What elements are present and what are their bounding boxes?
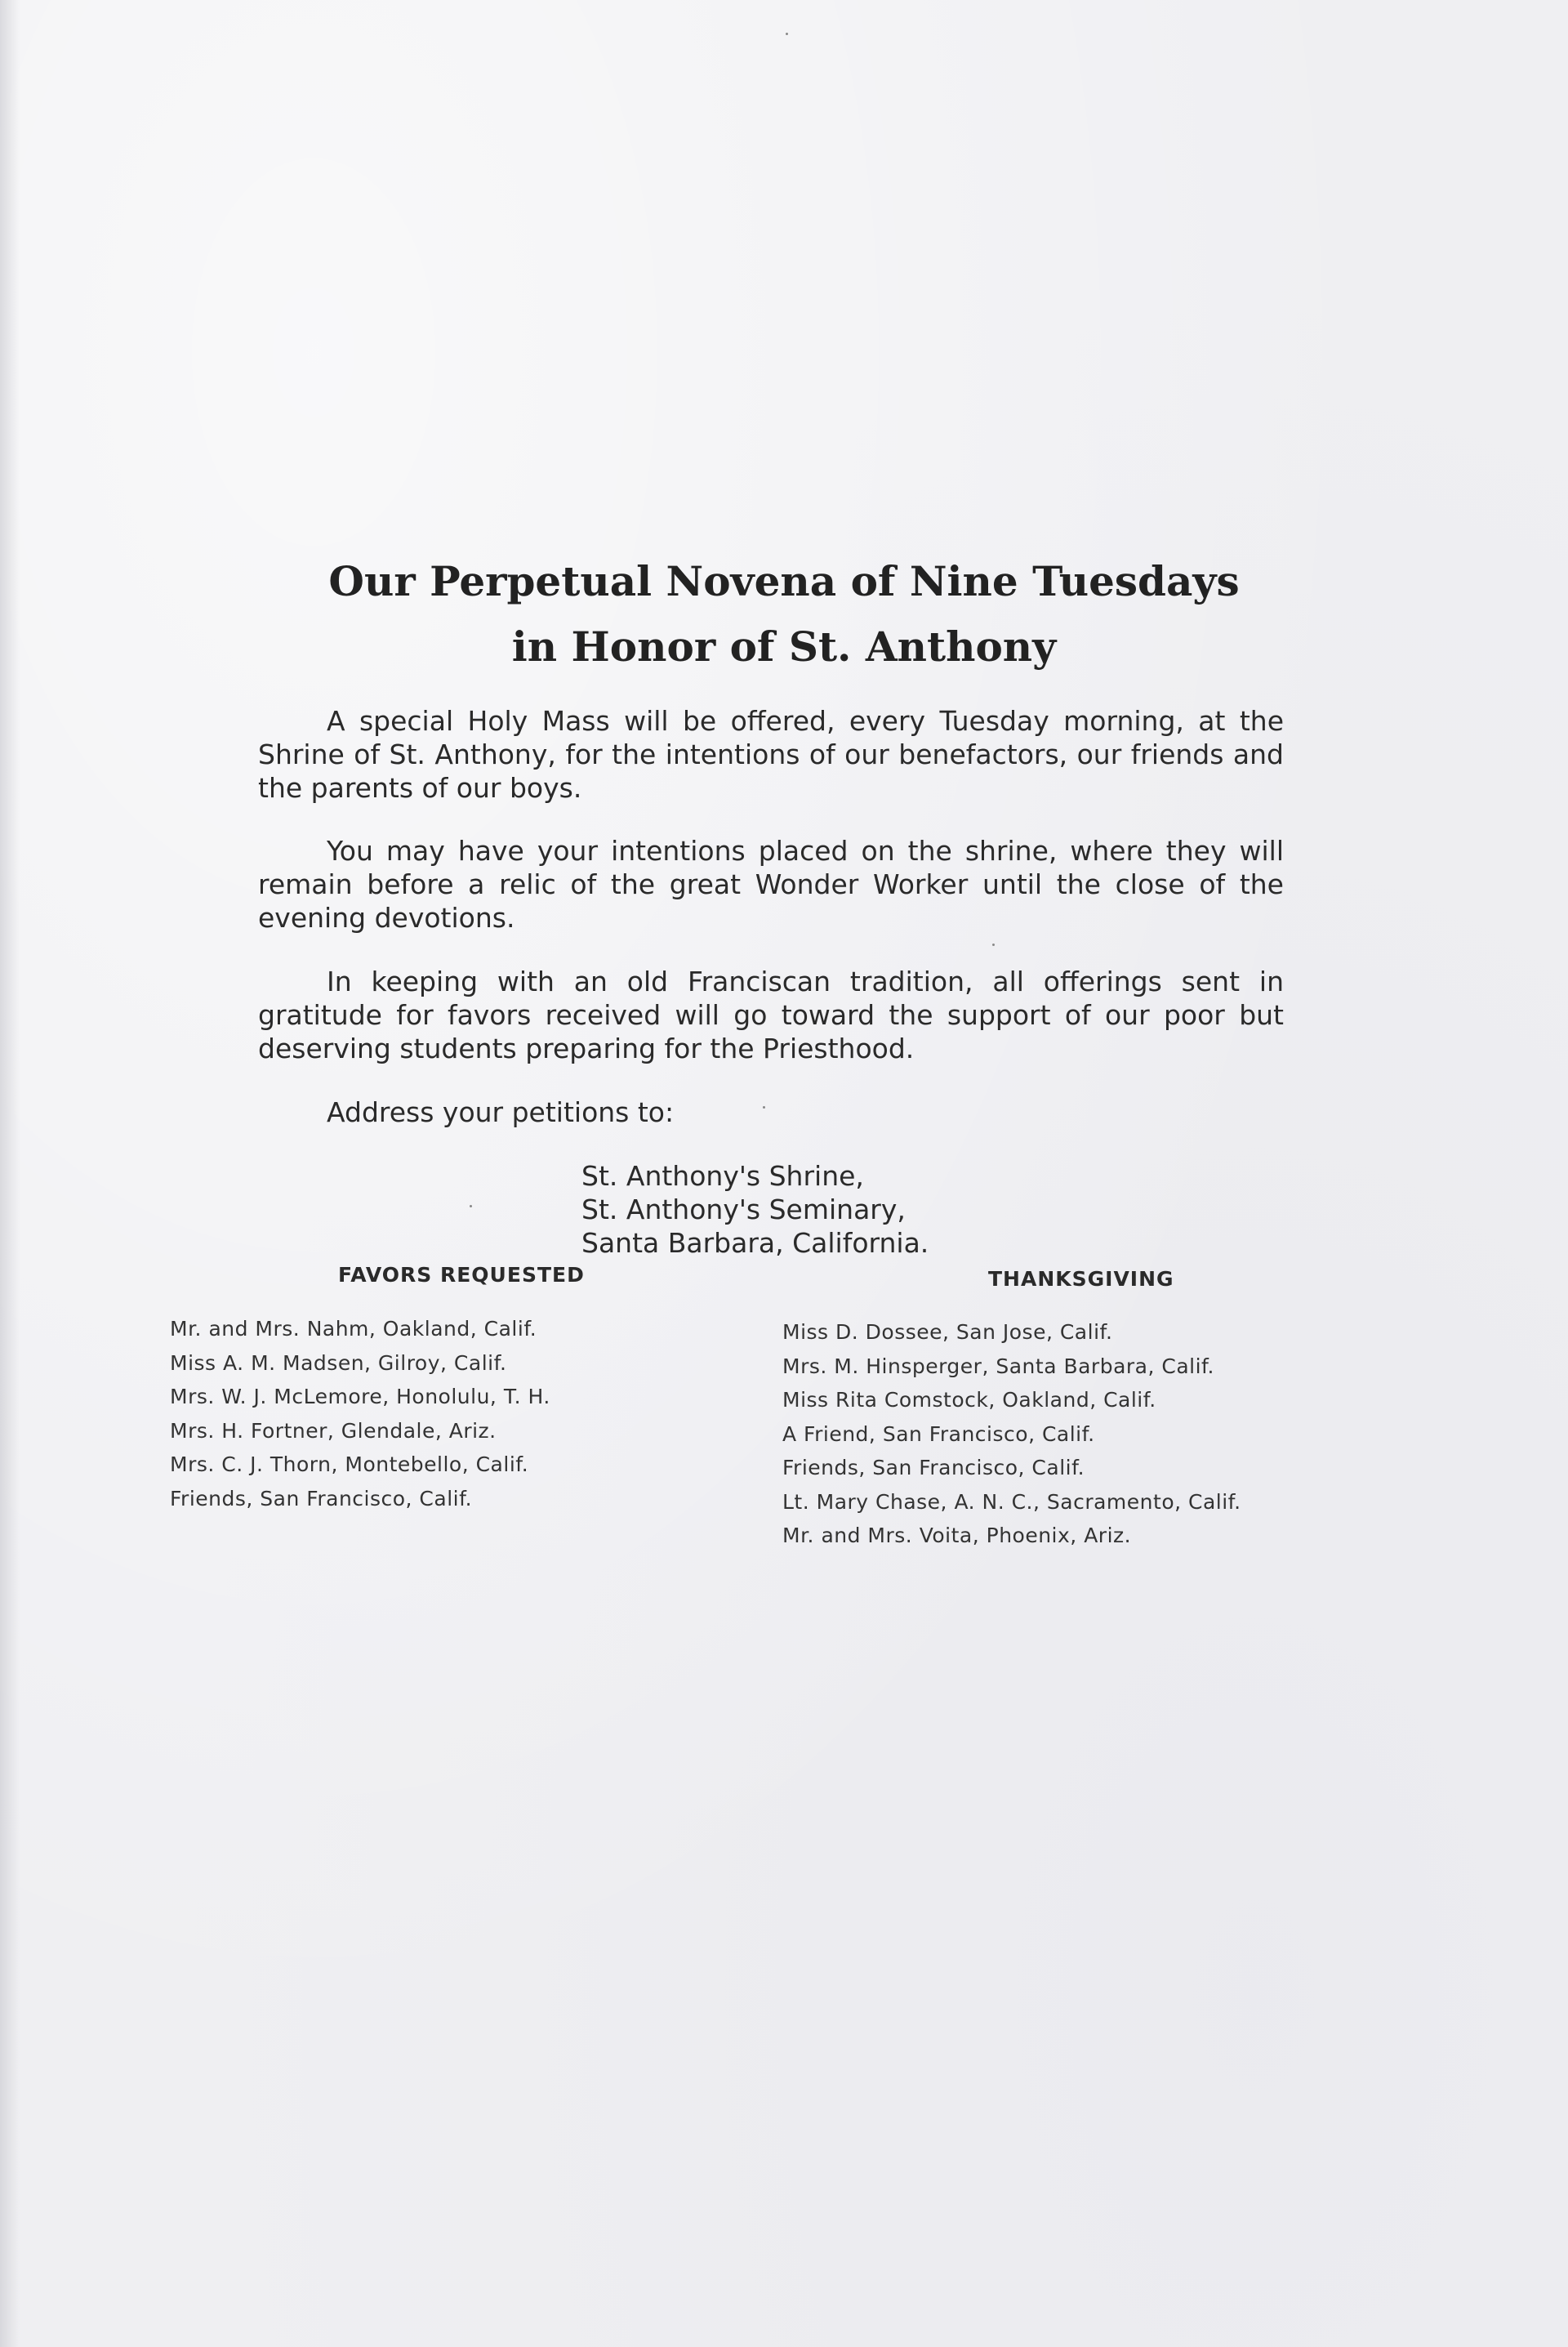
paragraph-intentions: You may have your intentions placed on the shrine, where they will remain before a relic of the great Wonder Worker until the close of the evening devotions. <box>258 835 1284 934</box>
list-item: Friends, San Francisco, Calif. <box>170 1486 473 1510</box>
favors-requested-list <box>170 1312 550 1515</box>
list-item: Friends, San Francisco, Calif. <box>782 1456 1085 1479</box>
address-line-3: Santa Barbara, California. <box>581 1227 929 1259</box>
list-item: Mr. and Mrs. Voita, Phoenix, Ariz. <box>782 1524 1132 1547</box>
paper-speck <box>786 33 788 35</box>
list-item: Mrs. C. J. Thorn, Montebello, Calif. <box>170 1452 529 1476</box>
page-edge-shadow <box>0 0 20 2347</box>
paragraph-offerings: In keeping with an old Franciscan tradition, all offerings sent in gratitude for favors received will go toward the support of our poor but deserving students preparing for the Priesthood. <box>258 966 1284 1064</box>
title-line-2: in Honor of St. Anthony <box>511 622 1057 671</box>
list-item: Lt. Mary Chase, A. N. C., Sacramento, Calif. <box>782 1489 1241 1514</box>
list-item: A Friend, San Francisco, Calif. <box>782 1421 1095 1446</box>
thanksgiving-list <box>782 1315 1241 1553</box>
list-item: Mrs. M. Hinsperger, Santa Barbara, Calif. <box>782 1354 1214 1378</box>
list-item: Mr. and Mrs. Nahm, Oakland, Calif. <box>170 1317 537 1341</box>
list-item: Mrs. W. J. McLemore, Honolulu, T. H. <box>170 1385 550 1408</box>
list-item: Miss Rita Comstock, Oakland, Calif. <box>782 1388 1156 1412</box>
address-line-2: St. Anthony's Seminary, <box>581 1194 906 1225</box>
paper-speck <box>763 1106 765 1109</box>
thanksgiving-heading: THANKSGIVING <box>988 1267 1174 1291</box>
paper-speck <box>992 944 995 946</box>
page-title <box>270 549 1298 680</box>
list-item: Miss D. Dossee, San Jose, Calif. <box>782 1320 1113 1344</box>
paper-speck <box>470 1205 472 1207</box>
address-intro: Address your petitions to: <box>327 1096 675 1128</box>
address-line-1: St. Anthony's Shrine, <box>581 1160 864 1192</box>
paragraph-holy-mass: A special Holy Mass will be offered, every Tuesday morning, at the Shrine of St. Anthony, for the intentions of our benefactors, our friends and the parents of our boys. <box>258 705 1284 804</box>
mailing-address <box>581 1159 929 1260</box>
title-line-1: Our Perpetual Novena of Nine Tuesdays <box>328 557 1240 605</box>
list-item: Mrs. H. Fortner, Glendale, Ariz. <box>170 1418 497 1443</box>
favors-requested-heading: FAVORS REQUESTED <box>338 1263 585 1287</box>
list-item: Miss A. M. Madsen, Gilroy, Calif. <box>170 1350 507 1375</box>
